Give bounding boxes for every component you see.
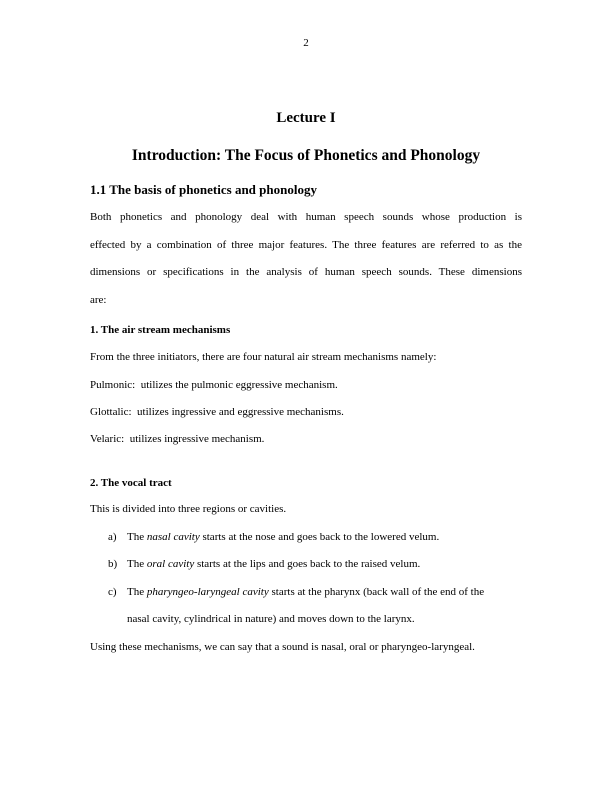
text: starts at the pharynx (back wall of the end of the bbox=[268, 586, 485, 598]
lecture-label: Lecture I bbox=[276, 110, 336, 126]
emphasis: oral cavity bbox=[146, 558, 195, 570]
emphasis: pharyngeo-laryngeal cavity bbox=[146, 586, 269, 598]
page-title: Introduction: The Focus of Phonetics and Phonology bbox=[131, 147, 481, 164]
list-marker: b) bbox=[108, 558, 118, 570]
emphasis: nasal cavity bbox=[146, 531, 200, 543]
list-item bbox=[108, 530, 439, 544]
list-marker: a) bbox=[108, 531, 117, 543]
paragraph-line: From the three initiators, there are four natural air stream mechanisms namely: bbox=[90, 351, 437, 363]
glottalic-line: Glottalic: utilizes ingressive and eggressive mechanisms. bbox=[90, 406, 344, 418]
subheading-vocal-tract: 2. The vocal tract bbox=[90, 477, 172, 489]
text: starts at the nose and goes back to the lowered velum. bbox=[199, 531, 440, 543]
list-item bbox=[108, 557, 420, 571]
text: The bbox=[127, 531, 147, 543]
velaric-line: Velaric: utilizes ingressive mechanism. bbox=[90, 433, 265, 445]
conclusion-line: Using these mechanisms, we can say that a sound is nasal, oral or pharyngeo-laryngeal. bbox=[90, 641, 475, 653]
pulmonic-line: Pulmonic: utilizes the pulmonic eggressive mechanism. bbox=[90, 379, 338, 391]
list-item bbox=[108, 585, 522, 599]
list-marker: c) bbox=[108, 586, 117, 598]
paragraph-line: This is divided into three regions or cavities. bbox=[90, 503, 287, 515]
section-heading: 1.1 The basis of phonetics and phonology bbox=[90, 182, 317, 197]
text: starts at the lips and goes back to the raised velum. bbox=[194, 558, 421, 570]
paragraph-line: effected by a combination of three major features. The three features are referred to as the bbox=[90, 239, 522, 251]
text: The bbox=[127, 586, 147, 598]
subheading-air-stream: 1. The air stream mechanisms bbox=[90, 324, 231, 336]
paragraph-line: Both phonetics and phonology deal with human speech sounds whose production is bbox=[90, 211, 522, 223]
list-item-continuation: nasal cavity, cylindrical in nature) and moves down to the larynx. bbox=[127, 613, 415, 625]
page-number: 2 bbox=[303, 37, 309, 49]
text: The bbox=[127, 558, 147, 570]
paragraph-line: are: bbox=[90, 294, 107, 306]
paragraph-line: dimensions or specifications in the analysis of human speech sounds. These dimensions bbox=[90, 266, 522, 278]
